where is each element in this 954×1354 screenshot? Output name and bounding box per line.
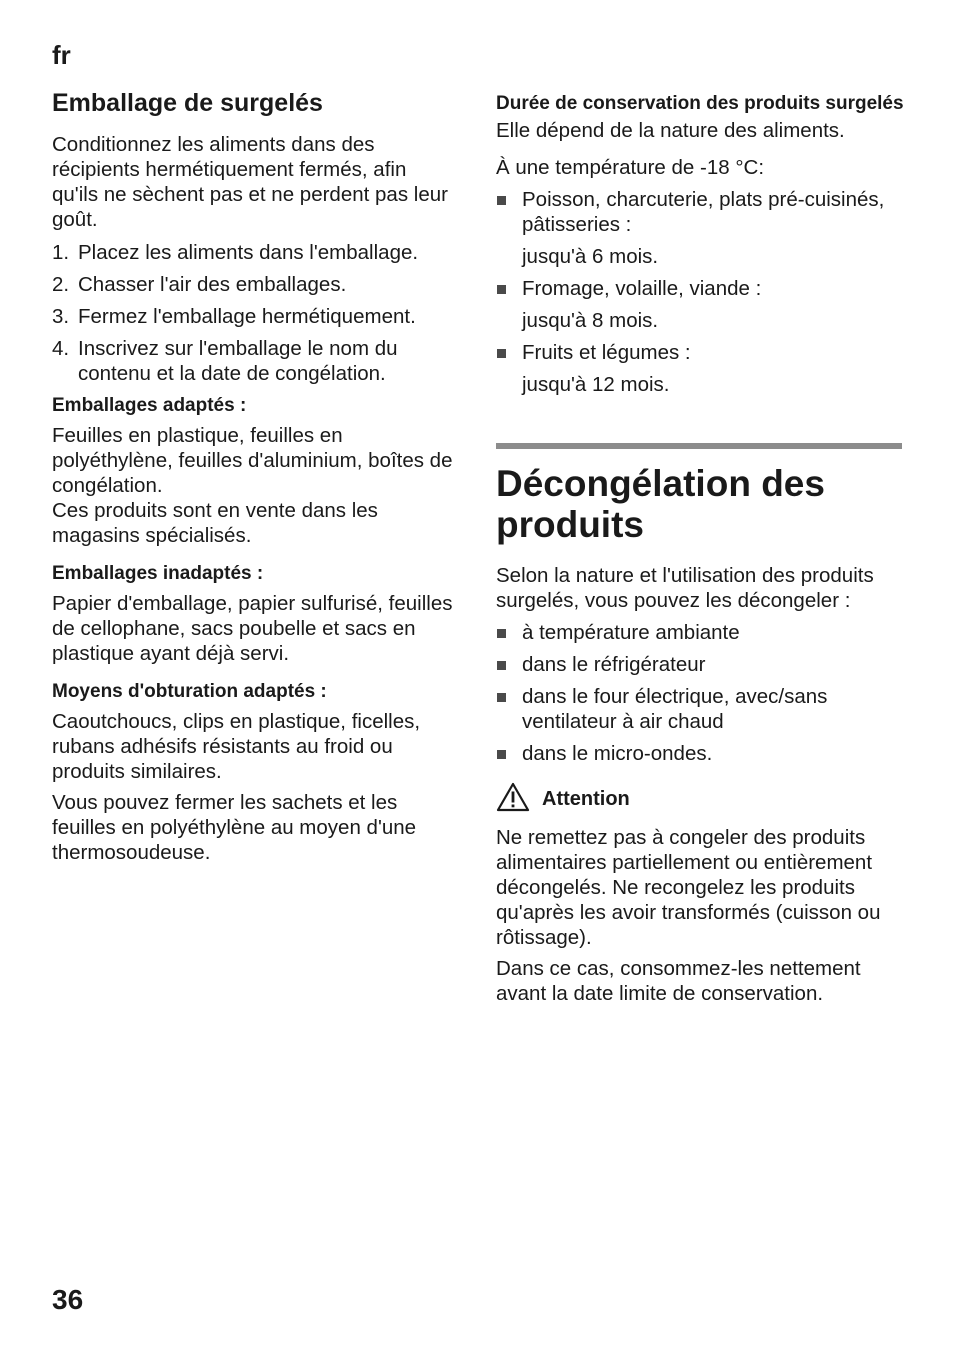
thawing-methods [496, 620, 906, 766]
step-item [52, 304, 457, 329]
step-number: 4. [52, 337, 70, 360]
step-item [52, 336, 457, 386]
list-item [496, 187, 906, 237]
bullet-square-icon [497, 693, 506, 702]
section-title-packaging: Emballage de surgelés [52, 89, 323, 117]
bullet-square-icon [497, 196, 506, 205]
storage-list [496, 187, 906, 237]
thawing-method: dans le micro-ondes. [522, 742, 713, 765]
storage-item-duration: jusqu'à 6 mois. [522, 245, 659, 268]
thawing-intro: Selon la nature et l'utilisation des produits surgelés, vous pouvez les décongeler : [496, 564, 874, 612]
closures-note: Vous pouvez fermer les sachets et les feuilles en polyéthylène au moyen d'une thermosoudeuse. [52, 791, 417, 864]
packaging-steps [52, 240, 457, 386]
attention-heading [496, 782, 906, 817]
thawing-method: à température ambiante [522, 621, 740, 644]
storage-list [496, 276, 906, 301]
bullet-square-icon [497, 750, 506, 759]
step-item [52, 272, 457, 297]
step-number: 3. [52, 305, 70, 328]
step-number: 2. [52, 273, 70, 296]
language-code: fr [52, 40, 71, 70]
step-text: Chasser l'air des emballages. [78, 273, 347, 296]
adapted-availability: Ces produits sont en vente dans les magasins spécialisés. [52, 499, 378, 547]
section-title-thawing: Décongélation des produits [496, 463, 825, 545]
storage-item-label: Fromage, volaille, viande : [522, 277, 762, 300]
storage-title: Durée de conservation des produits surgelés [496, 93, 904, 114]
page-number: 36 [52, 1284, 84, 1315]
thawing-method: dans le four électrique, avec/sans ventilateur à air chaud [522, 685, 828, 733]
list-item [496, 652, 906, 677]
storage-item-label: Poisson, charcuterie, plats pré-cuisinés, pâtisseries : [522, 188, 885, 236]
bullet-square-icon [497, 629, 506, 638]
right-column [496, 92, 906, 1006]
list-item [496, 276, 906, 301]
list-item [496, 340, 906, 365]
step-text: Inscrivez sur l'emballage le nom du contenu et la date de congélation. [78, 337, 398, 385]
storage-item-duration: jusqu'à 12 mois. [522, 373, 670, 396]
list-item [496, 620, 906, 645]
closures-title: Moyens d'obturation adaptés : [52, 681, 327, 702]
bullet-square-icon [497, 285, 506, 294]
bullet-square-icon [497, 349, 506, 358]
warning-triangle-icon [496, 782, 530, 817]
attention-text: Ne remettez pas à congeler des produits alimentaires partiellement ou entièrement décongelés. Ne recongelez les produits qu'après les avoir transformés (cuisson ou rôtissage). [496, 826, 881, 949]
section-divider [496, 443, 902, 449]
step-number: 1. [52, 241, 70, 264]
storage-list [496, 340, 906, 365]
adapted-text: Feuilles en plastique, feuilles en polyéthylène, feuilles d'aluminium, boîtes de congélation. [52, 424, 453, 497]
attention-note: Dans ce cas, consommez-les nettement avant la date limite de conservation. [496, 957, 861, 1005]
unsuitable-title: Emballages inadaptés : [52, 563, 264, 584]
storage-item-duration: jusqu'à 8 mois. [522, 309, 659, 332]
unsuitable-text: Papier d'emballage, papier sulfurisé, feuilles de cellophane, sacs poubelle et sacs en plastique ayant déjà servi. [52, 592, 453, 665]
step-item [52, 240, 457, 265]
left-column [52, 88, 457, 865]
step-text: Placez les aliments dans l'emballage. [78, 241, 419, 264]
list-item [496, 684, 906, 734]
storage-item-label: Fruits et légumes : [522, 341, 691, 364]
list-item [496, 741, 906, 766]
thawing-method: dans le réfrigérateur [522, 653, 706, 676]
storage-intro: Elle dépend de la nature des aliments. [496, 119, 845, 142]
step-text: Fermez l'emballage hermétiquement. [78, 305, 416, 328]
closures-text: Caoutchoucs, clips en plastique, ficelles, rubans adhésifs résistants au froid ou produits similaires. [52, 710, 421, 783]
attention-label: Attention [542, 788, 630, 810]
storage-temperature: À une température de -18 °C: [496, 156, 765, 179]
adapted-title: Emballages adaptés : [52, 395, 247, 416]
packaging-intro: Conditionnez les aliments dans des récipients hermétiquement fermés, afin qu'ils ne sèchent pas et ne perdent pas leur goût. [52, 133, 448, 231]
bullet-square-icon [497, 661, 506, 670]
